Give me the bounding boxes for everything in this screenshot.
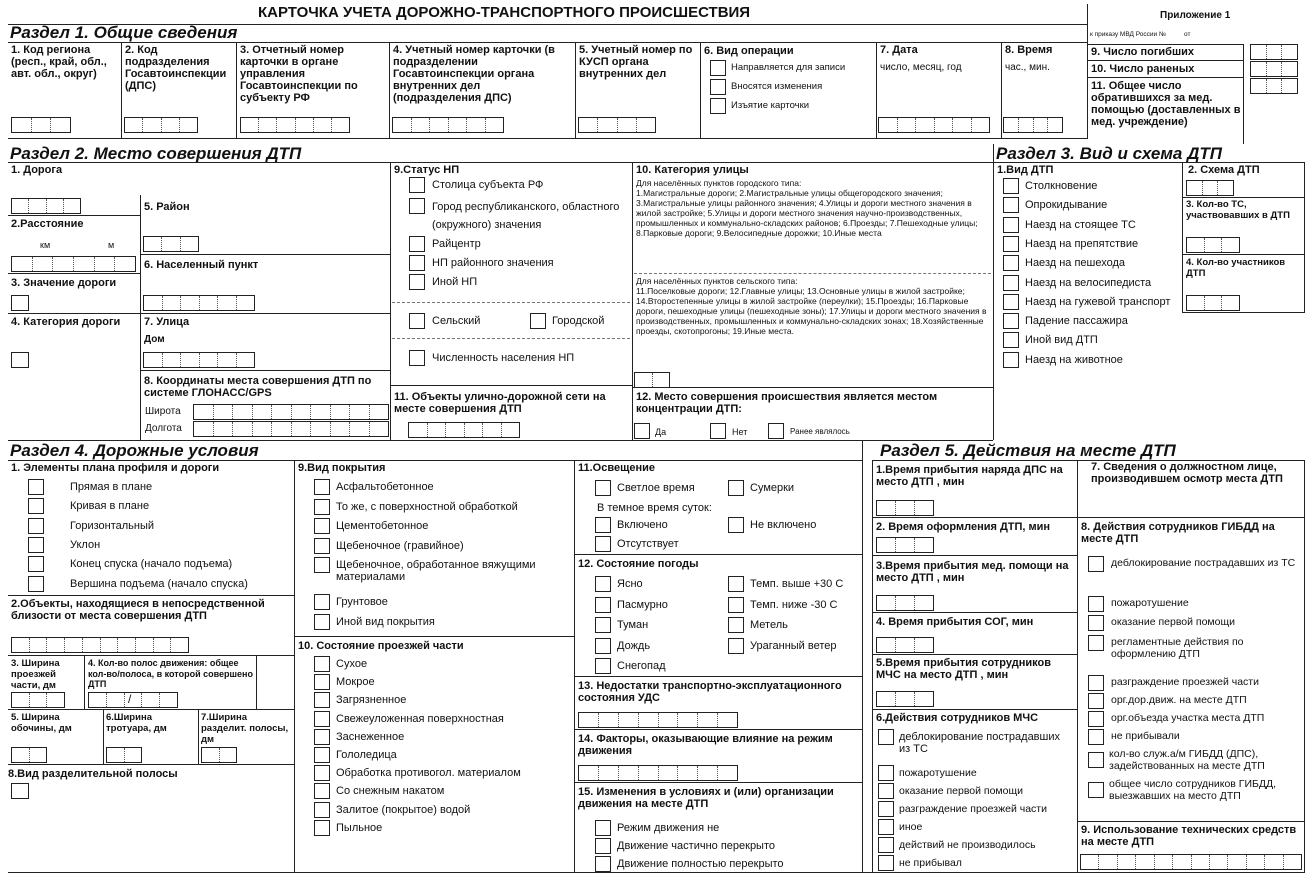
- section5-heading: Раздел 5. Действия на месте ДТП: [880, 441, 1176, 460]
- kusp-number-label: 5. Учетный номер по КУСП органа внутренних дел: [579, 44, 693, 80]
- np-status-label: 9.Статус НП: [394, 164, 460, 176]
- coordinates-label: 8. Координаты места совершения ДТП по системе ГЛОНАСС/GPS: [144, 375, 372, 399]
- accident-type-label-5: Наезд на велосипедиста: [1025, 276, 1152, 289]
- scheme-label: 2. Схема ДТП: [1188, 164, 1260, 176]
- card-title: КАРТОЧКА УЧЕТА ДОРОЖНО-ТРАНСПОРТНОГО ПРОИСШЕСТВИЯ: [258, 4, 751, 21]
- account-number-cells[interactable]: [392, 117, 504, 133]
- carriageway-state-label-7: Со снежным накатом: [336, 785, 445, 798]
- mchs-action-checkbox-3[interactable]: [878, 801, 894, 817]
- carriageway-width-cells[interactable]: [11, 692, 65, 708]
- distance-cells[interactable]: [11, 256, 136, 272]
- gibdd-action-checkbox-8[interactable]: [1088, 752, 1104, 768]
- district-cells[interactable]: [143, 236, 199, 252]
- road-objects-label: 11. Объекты улично-дорожной сети на месте совершения ДТП: [394, 391, 606, 415]
- carriageway-state-label-4: Заснеженное: [336, 730, 405, 743]
- surface-type-label-1: То же, с поверхностной обработкой: [336, 500, 518, 513]
- weather-left-label-0: Ясно: [617, 578, 643, 590]
- surface-type-label-0: Асфальтобетонное: [336, 481, 434, 493]
- udc-defects-label: 13. Недостатки транспортно-эксплуатационного состояния УДС: [578, 680, 842, 704]
- latitude-cells[interactable]: [193, 404, 389, 420]
- gibdd-action-label-9: общее число сотрудников ГИБДД, выезжавших на место ДТП: [1109, 778, 1277, 802]
- time-sublabel: час., мин.: [1005, 62, 1050, 73]
- gibdd-action-label-1: пожаротушение: [1111, 597, 1189, 609]
- report-number-cells[interactable]: [240, 117, 350, 133]
- lighting-dark-label: В темное время суток:: [597, 502, 712, 514]
- weather-right-label-3: Ураганный ветер: [750, 639, 837, 652]
- section1-heading: Раздел 1. Общие сведения: [10, 23, 238, 42]
- street-category-urban: Для населённых пунктов городского типа: 1.Магистральные дороги; 2.Магистральные улицы общегородского значения; 3.Магистральные улицы районного значения; 4.Улицы и дороги местного значения в жилой застройке; 5.Улицы и дороги местного значения научно-производственных, промышленных и коммунально-складских районов; 6.Проезды; 7.Пешеходные улицы; 8.Парковые дороги; 9.Велосипедные дорожки; 10.Иные места: [636, 178, 978, 238]
- official-info-label: 7. Сведения о должностном лице, производившем осмотр места ДТП: [1091, 461, 1283, 485]
- np-city-label: Город республиканского, областного (окружного) значения: [432, 201, 620, 231]
- accident-type-checkbox-8[interactable]: [1003, 332, 1019, 348]
- accident-type-checkbox-6[interactable]: [1003, 294, 1019, 310]
- gibdd-action-label-3: регламентные действия по оформлению ДТП: [1111, 636, 1244, 660]
- accident-type-checkbox-7[interactable]: [1003, 313, 1019, 329]
- road-cells[interactable]: [11, 198, 81, 214]
- mchs-action-label-2: оказание первой помощи: [899, 785, 1023, 797]
- killed-count-cells[interactable]: [1250, 44, 1298, 60]
- sog-arrival-label: 4. Время прибытия СОГ, мин: [876, 616, 1034, 628]
- concentration-no-checkbox[interactable]: [710, 423, 726, 439]
- carriageway-state-checkbox-9[interactable]: [314, 820, 330, 836]
- rural-label: Сельский: [432, 315, 481, 327]
- mchs-action-checkbox-6[interactable]: [878, 855, 894, 871]
- np-rayon-center-checkbox[interactable]: [409, 236, 425, 252]
- lighting-dusk-checkbox[interactable]: [728, 480, 744, 496]
- median-width-cells[interactable]: [201, 747, 237, 763]
- np-city-checkbox[interactable]: [409, 198, 425, 214]
- nearby-objects-cells[interactable]: [11, 637, 189, 653]
- urban-checkbox[interactable]: [530, 313, 546, 329]
- traffic-change-checkbox-0[interactable]: [595, 820, 611, 836]
- gibdd-action-label-5: орг.дор.движ. на месте ДТП: [1111, 694, 1247, 706]
- concentration-no-label: Нет: [732, 427, 748, 437]
- concentration-earlier-label: Ранее являлось: [790, 427, 850, 436]
- account-number-label: 4. Учетный номер карточки (в подразделении Госавтоинспекции органа внутренних дел (подразделения ДПС): [393, 44, 555, 104]
- carriageway-state-checkbox-5[interactable]: [314, 747, 330, 763]
- traffic-factors-cells[interactable]: [578, 765, 738, 781]
- house-cells[interactable]: [143, 352, 255, 368]
- weather-left-label-3: Дождь: [617, 639, 651, 652]
- operation-change-label: Вносятся изменения: [731, 81, 823, 92]
- udc-defects-cells[interactable]: [578, 712, 738, 728]
- carriageway-state-checkbox-7[interactable]: [314, 783, 330, 799]
- gibdd-action-checkbox-5[interactable]: [1088, 693, 1104, 709]
- plan-element-checkbox-4[interactable]: [28, 556, 44, 572]
- lighting-off-checkbox[interactable]: [728, 517, 744, 533]
- gibdd-action-label-6: орг.объезда участка места ДТП: [1111, 712, 1265, 724]
- medical-count-cells[interactable]: [1250, 78, 1298, 94]
- lighting-none-checkbox[interactable]: [595, 536, 611, 552]
- carriageway-state-checkbox-4[interactable]: [314, 729, 330, 745]
- shoulder-width-cells[interactable]: [11, 747, 47, 763]
- lanes-count-label: 4. Кол-во полос движения: общее кол-во/полоса, в которой совершено ДТП: [88, 658, 253, 689]
- mchs-action-checkbox-4[interactable]: [878, 819, 894, 835]
- gibdd-action-checkbox-2[interactable]: [1088, 615, 1104, 631]
- carriageway-state-label-3: Свежеуложенная поверхностная: [336, 712, 504, 725]
- gibdd-actions-label: 8. Действия сотрудников ГИБДД на месте ДТП: [1081, 521, 1275, 545]
- operation-withdraw-label: Изъятие карточки: [731, 100, 810, 111]
- report-number-label: 3. Отчетный номер карточки в органе управления Госавтоинспекции по субъекту РФ: [240, 44, 358, 104]
- traffic-change-label-1: Движение частично перекрыто: [617, 840, 775, 852]
- plan-element-checkbox-0[interactable]: [28, 479, 44, 495]
- surface-type-label-6: Иной вид покрытия: [336, 616, 435, 628]
- surface-type-label-5: Грунтовое: [336, 596, 388, 608]
- road-label: 1. Дорога: [11, 164, 63, 176]
- concentration-earlier-checkbox[interactable]: [768, 423, 784, 439]
- longitude-cells[interactable]: [193, 421, 389, 437]
- road-objects-cells[interactable]: [408, 422, 520, 438]
- median-type-cells[interactable]: [11, 783, 29, 799]
- weather-right-checkbox-1[interactable]: [728, 597, 744, 613]
- traffic-factors-label: 14. Факторы, оказывающие влияние на режим движения: [578, 733, 833, 757]
- weather-right-label-1: Темп. ниже -30 С: [750, 598, 838, 611]
- plan-element-label-3: Уклон: [70, 538, 101, 551]
- accident-type-label-4: Наезд на пешехода: [1025, 257, 1126, 270]
- distance-km: км: [40, 240, 51, 250]
- carriageway-state-checkbox-1[interactable]: [314, 674, 330, 690]
- traffic-change-label-2: Движение полностью перекрыто: [617, 858, 784, 870]
- street-label: 7. Улица: [144, 316, 190, 328]
- mchs-action-label-0: деблокирование пострадавших из ТС: [899, 731, 1060, 755]
- unit-code-label: 2. Код подразделения Госавтоинспекции (ДПС): [125, 44, 227, 92]
- mchs-action-checkbox-0[interactable]: [878, 729, 894, 745]
- carriageway-state-checkbox-3[interactable]: [314, 711, 330, 727]
- carriageway-state-label-0: Сухое: [336, 658, 368, 670]
- plan-elements-label: 1. Элементы плана профиля и дороги: [11, 462, 220, 474]
- mchs-action-label-5: действий не производилось: [899, 839, 1036, 851]
- registration-time-label: 2. Время оформления ДТП, мин: [876, 521, 1051, 533]
- plan-element-label-1: Кривая в плане: [70, 500, 150, 513]
- median-type-label: 8.Вид разделительной полосы: [8, 768, 178, 780]
- gibdd-action-label-7: не прибывали: [1111, 730, 1180, 742]
- plan-element-label-4: Конец спуска (начало подъема): [70, 558, 233, 571]
- weather-right-label-2: Метель: [750, 619, 788, 631]
- accident-type-label-7: Падение пассажира: [1025, 315, 1128, 328]
- carriageway-state-checkbox-2[interactable]: [314, 692, 330, 708]
- injured-count-label: 10. Число раненых: [1091, 63, 1195, 75]
- operation-change-checkbox[interactable]: [710, 79, 726, 95]
- np-capital-checkbox[interactable]: [409, 177, 425, 193]
- population-label: Численность населения НП: [432, 352, 575, 364]
- plan-element-checkbox-1[interactable]: [28, 498, 44, 514]
- plan-element-checkbox-2[interactable]: [28, 518, 44, 534]
- operation-record-checkbox[interactable]: [710, 60, 726, 76]
- weather-left-label-1: Пасмурно: [617, 598, 668, 611]
- accident-type-checkbox-2[interactable]: [1003, 217, 1019, 233]
- np-other-checkbox[interactable]: [409, 274, 425, 290]
- street-category-label: 10. Категория улицы: [636, 164, 749, 176]
- accident-type-label-6: Наезд на гужевой транспорт: [1025, 295, 1171, 308]
- technical-means-cells[interactable]: [1080, 854, 1302, 870]
- lighting-none-label: Отсутствует: [617, 538, 679, 550]
- traffic-changes-label: 15. Изменения в условиях и (или) организации движения на месте ДТП: [578, 786, 834, 810]
- mchs-actions-label: 6.Действия сотрудников МЧС: [876, 712, 1039, 724]
- medical-arrival-label: 3.Время прибытия мед. помощи на место ДТП , мин: [876, 560, 1069, 584]
- participants-count-label: 4. Кол-во участников ДТП: [1186, 257, 1286, 279]
- concentration-yes-label: Да: [655, 427, 667, 437]
- gibdd-action-checkbox-4[interactable]: [1088, 675, 1104, 691]
- street-category-cells[interactable]: [634, 372, 670, 388]
- date-cells[interactable]: [878, 117, 990, 133]
- surface-type-checkbox-6[interactable]: [314, 614, 330, 630]
- accident-type-checkbox-0[interactable]: [1003, 178, 1019, 194]
- gibdd-action-checkbox-0[interactable]: [1088, 556, 1104, 572]
- house-label: Дом: [144, 334, 165, 345]
- region-code-label: 1. Код региона (респ., край, обл., авт. обл., округ): [11, 44, 107, 80]
- surface-type-checkbox-4[interactable]: [314, 557, 330, 573]
- accident-type-label-1: Опрокидывание: [1025, 199, 1108, 212]
- scheme-cells[interactable]: [1186, 180, 1234, 196]
- weather-left-checkbox-2[interactable]: [595, 617, 611, 633]
- registration-time-cells[interactable]: [876, 537, 934, 553]
- carriageway-state-label-1: Мокрое: [336, 676, 375, 689]
- weather-left-label-2: Туман: [617, 619, 649, 631]
- medical-count-label: 11. Общее число обратившихся за мед. помощью (доставленных в мед. учреждение): [1091, 80, 1241, 128]
- vehicles-count-cells[interactable]: [1186, 237, 1240, 253]
- lighting-label: 11.Освещение: [578, 462, 656, 474]
- lighting-on-checkbox[interactable]: [595, 517, 611, 533]
- mchs-action-label-4: иное: [899, 821, 923, 833]
- mchs-arrival-label: 5.Время прибытия сотрудников МЧС на место ДТП , мин: [876, 657, 1051, 681]
- accident-type-label: 1.Вид ДТП: [997, 164, 1054, 176]
- mchs-action-checkbox-2[interactable]: [878, 783, 894, 799]
- np-district-checkbox[interactable]: [409, 255, 425, 271]
- np-other-label: Иной НП: [432, 276, 478, 288]
- district-label: 5. Район: [144, 201, 190, 213]
- carriageway-state-label-2: Загрязненное: [336, 694, 407, 707]
- weather-label: 12. Состояние погоды: [578, 558, 699, 570]
- np-rayon-center-label: Райцентр: [432, 238, 481, 250]
- time-cells[interactable]: [1003, 117, 1063, 133]
- lighting-day-label: Светлое время: [617, 482, 695, 494]
- unit-code-cells[interactable]: [124, 117, 198, 133]
- surface-type-checkbox-2[interactable]: [314, 518, 330, 534]
- operation-withdraw-checkbox[interactable]: [710, 98, 726, 114]
- region-code-cells[interactable]: [11, 117, 71, 133]
- carriageway-state-checkbox-8[interactable]: [314, 802, 330, 818]
- weather-right-label-0: Темп. выше +30 С: [750, 578, 844, 590]
- appendix-title: Приложение 1: [1160, 10, 1231, 21]
- urban-label: Городской: [552, 315, 605, 327]
- mchs-action-label-6: не прибывал: [899, 857, 962, 869]
- gibdd-action-label-2: оказание первой помощи: [1111, 616, 1235, 628]
- rural-checkbox[interactable]: [409, 313, 425, 329]
- gibdd-action-checkbox-7[interactable]: [1088, 729, 1104, 745]
- surface-type-label-2: Цементобетонное: [336, 520, 429, 532]
- gibdd-action-checkbox-1[interactable]: [1088, 596, 1104, 612]
- traffic-change-label-0: Режим движения не: [617, 822, 720, 834]
- carriageway-state-label: 10. Состояние проезжей части: [298, 640, 464, 652]
- plan-element-checkbox-3[interactable]: [28, 537, 44, 553]
- carriageway-state-checkbox-6[interactable]: [314, 765, 330, 781]
- time-label: 8. Время: [1005, 44, 1053, 56]
- settlement-cells[interactable]: [143, 295, 255, 311]
- mchs-action-checkbox-1[interactable]: [878, 765, 894, 781]
- lanes-slash: /: [128, 692, 132, 706]
- population-checkbox[interactable]: [409, 350, 425, 366]
- lighting-day-checkbox[interactable]: [595, 480, 611, 496]
- road-significance-label: 3. Значение дороги: [11, 277, 117, 289]
- kusp-number-cells[interactable]: [578, 117, 656, 133]
- accident-type-label-3: Наезд на препятствие: [1025, 237, 1139, 250]
- carriageway-state-label-9: Пыльное: [336, 821, 383, 834]
- accident-type-checkbox-5[interactable]: [1003, 275, 1019, 291]
- street-category-rural: Для населённых пунктов сельского типа: 11.Поселковые дороги; 12.Главные улицы; 13.Основные улицы в жилой застройке; 14.Второстепенные улицы в жилой застройке (переулки); 15.Проезды; 16.Парковые дороги, пешеходные улицы (пешеходные зоны); 17.Улицы и дороги местного значения в производственных, промышленных и коммунально-складских зонах; 18.Хозяйственные проезды, скотопрогоны; 19.Иные места.: [636, 276, 987, 336]
- operation-record-label: Направляется для записи: [731, 62, 846, 73]
- section3-heading: Раздел 3. Вид и схема ДТП: [996, 144, 1222, 163]
- weather-left-checkbox-3[interactable]: [595, 638, 611, 654]
- gibdd-action-checkbox-9[interactable]: [1088, 782, 1104, 798]
- carriageway-state-checkbox-0[interactable]: [314, 656, 330, 672]
- vehicles-count-label: 3. Кол-во ТС, участвовавших в ДТП: [1186, 199, 1290, 221]
- median-width-label: 7.Ширина разделит. полосы, дм: [201, 712, 289, 745]
- dps-arrival-label: 1.Время прибытия наряда ДПС на место ДТП , мин: [876, 464, 1063, 488]
- weather-left-checkbox-4[interactable]: [595, 658, 611, 674]
- plan-element-checkbox-5[interactable]: [28, 576, 44, 592]
- np-district-label: НП районного значения: [432, 257, 554, 269]
- mchs-arrival-cells[interactable]: [876, 691, 934, 707]
- accident-type-label-8: Иной вид ДТП: [1025, 334, 1098, 347]
- mchs-action-label-3: разграждение проезжей части: [899, 803, 1047, 815]
- accident-type-checkbox-9[interactable]: [1003, 352, 1019, 368]
- surface-type-checkbox-3[interactable]: [314, 538, 330, 554]
- road-category-label: 4. Категория дороги: [11, 316, 121, 328]
- gibdd-action-label-8: кол-во служ.а/м ГИБДД (ДПС), задействованных на месте ДТП: [1109, 748, 1265, 772]
- weather-right-checkbox-3[interactable]: [728, 638, 744, 654]
- weather-left-label-4: Снегопад: [617, 660, 666, 672]
- mchs-action-label-1: пожаротушение: [899, 767, 977, 779]
- traffic-change-checkbox-2[interactable]: [595, 856, 611, 872]
- section2-heading: Раздел 2. Место совершения ДТП: [10, 144, 302, 163]
- dps-arrival-cells[interactable]: [876, 500, 934, 516]
- operation-type-label: 6. Вид операции: [704, 45, 794, 57]
- date-sublabel: число, месяц, год: [880, 62, 962, 73]
- mchs-action-checkbox-5[interactable]: [878, 837, 894, 853]
- carriageway-state-label-5: Гололедица: [336, 749, 397, 761]
- road-category-cells[interactable]: [11, 352, 29, 368]
- distance-label: 2.Расстояние: [11, 218, 84, 230]
- technical-means-label: 9. Использование технических средств на месте ДТП: [1081, 824, 1297, 848]
- sidewalk-width-label: 6.Ширина тротуара, дм: [106, 712, 167, 734]
- latitude-label: Широта: [145, 406, 181, 417]
- surface-type-label: 9.Вид покрытия: [298, 462, 386, 474]
- shoulder-width-label: 5. Ширина обочины, дм: [11, 712, 72, 734]
- carriageway-state-label-8: Залитое (покрытое) водой: [336, 803, 471, 816]
- weather-left-checkbox-0[interactable]: [595, 576, 611, 592]
- injured-count-cells[interactable]: [1250, 61, 1298, 77]
- plan-element-label-5: Вершина подъема (начало спуска): [70, 577, 248, 590]
- participants-count-cells[interactable]: [1186, 295, 1240, 311]
- carriageway-width-label: 3. Ширина проезжей части, дм: [11, 658, 60, 691]
- concentration-label: 12. Место совершения происшествия является местом концентрации ДТП:: [636, 391, 938, 415]
- gibdd-action-checkbox-3[interactable]: [1088, 635, 1104, 651]
- weather-right-checkbox-2[interactable]: [728, 617, 744, 633]
- accident-type-label-9: Наезд на животное: [1025, 353, 1123, 366]
- traffic-change-checkbox-1[interactable]: [595, 838, 611, 854]
- medical-arrival-cells[interactable]: [876, 595, 934, 611]
- accident-type-checkbox-4[interactable]: [1003, 255, 1019, 271]
- plan-element-label-0: Прямая в плане: [70, 481, 153, 493]
- carriageway-state-label-6: Обработка противогол. материалом: [336, 767, 521, 780]
- sog-arrival-cells[interactable]: [876, 637, 934, 653]
- lighting-on-label: Включено: [617, 519, 668, 531]
- surface-type-label-4: Щебеночное, обработанное вяжущими материалами: [336, 559, 536, 583]
- distance-m: м: [108, 240, 115, 250]
- surface-type-checkbox-1[interactable]: [314, 499, 330, 515]
- accident-type-checkbox-1[interactable]: [1003, 197, 1019, 213]
- sidewalk-width-cells[interactable]: [106, 747, 142, 763]
- lanes-count-cells[interactable]: [88, 692, 178, 708]
- surface-type-checkbox-0[interactable]: [314, 479, 330, 495]
- plan-element-label-2: Горизонтальный: [70, 519, 155, 532]
- gibdd-action-label-4: разграждение проезжей части: [1111, 676, 1259, 688]
- road-significance-cells[interactable]: [11, 295, 29, 311]
- gibdd-action-checkbox-6[interactable]: [1088, 711, 1104, 727]
- surface-type-label-3: Щебеночное (гравийное): [336, 539, 464, 552]
- lighting-off-label: Не включено: [750, 519, 817, 531]
- accident-type-label-2: Наезд на стоящее ТС: [1025, 218, 1136, 231]
- accident-type-checkbox-3[interactable]: [1003, 236, 1019, 252]
- killed-count-label: 9. Число погибших: [1091, 46, 1195, 58]
- accident-type-label-0: Столкновение: [1025, 180, 1098, 192]
- settlement-label: 6. Населенный пункт: [144, 259, 259, 271]
- concentration-yes-checkbox[interactable]: [634, 423, 650, 439]
- lighting-dusk-label: Сумерки: [750, 482, 795, 494]
- appendix-sub: к приказу МВД России № от: [1090, 31, 1191, 38]
- weather-left-checkbox-1[interactable]: [595, 597, 611, 613]
- gibdd-action-label-0: деблокирование пострадавших из ТС: [1111, 557, 1296, 569]
- date-label: 7. Дата: [880, 44, 918, 56]
- nearby-objects-label: 2.Объекты, находящиеся в непосредственной близости от места совершения ДТП: [11, 598, 265, 622]
- section4-heading: Раздел 4. Дорожные условия: [10, 441, 259, 460]
- np-capital-label: Столица субъекта РФ: [432, 179, 544, 191]
- longitude-label: Долгота: [145, 423, 182, 434]
- weather-right-checkbox-0[interactable]: [728, 576, 744, 592]
- surface-type-checkbox-5[interactable]: [314, 594, 330, 610]
